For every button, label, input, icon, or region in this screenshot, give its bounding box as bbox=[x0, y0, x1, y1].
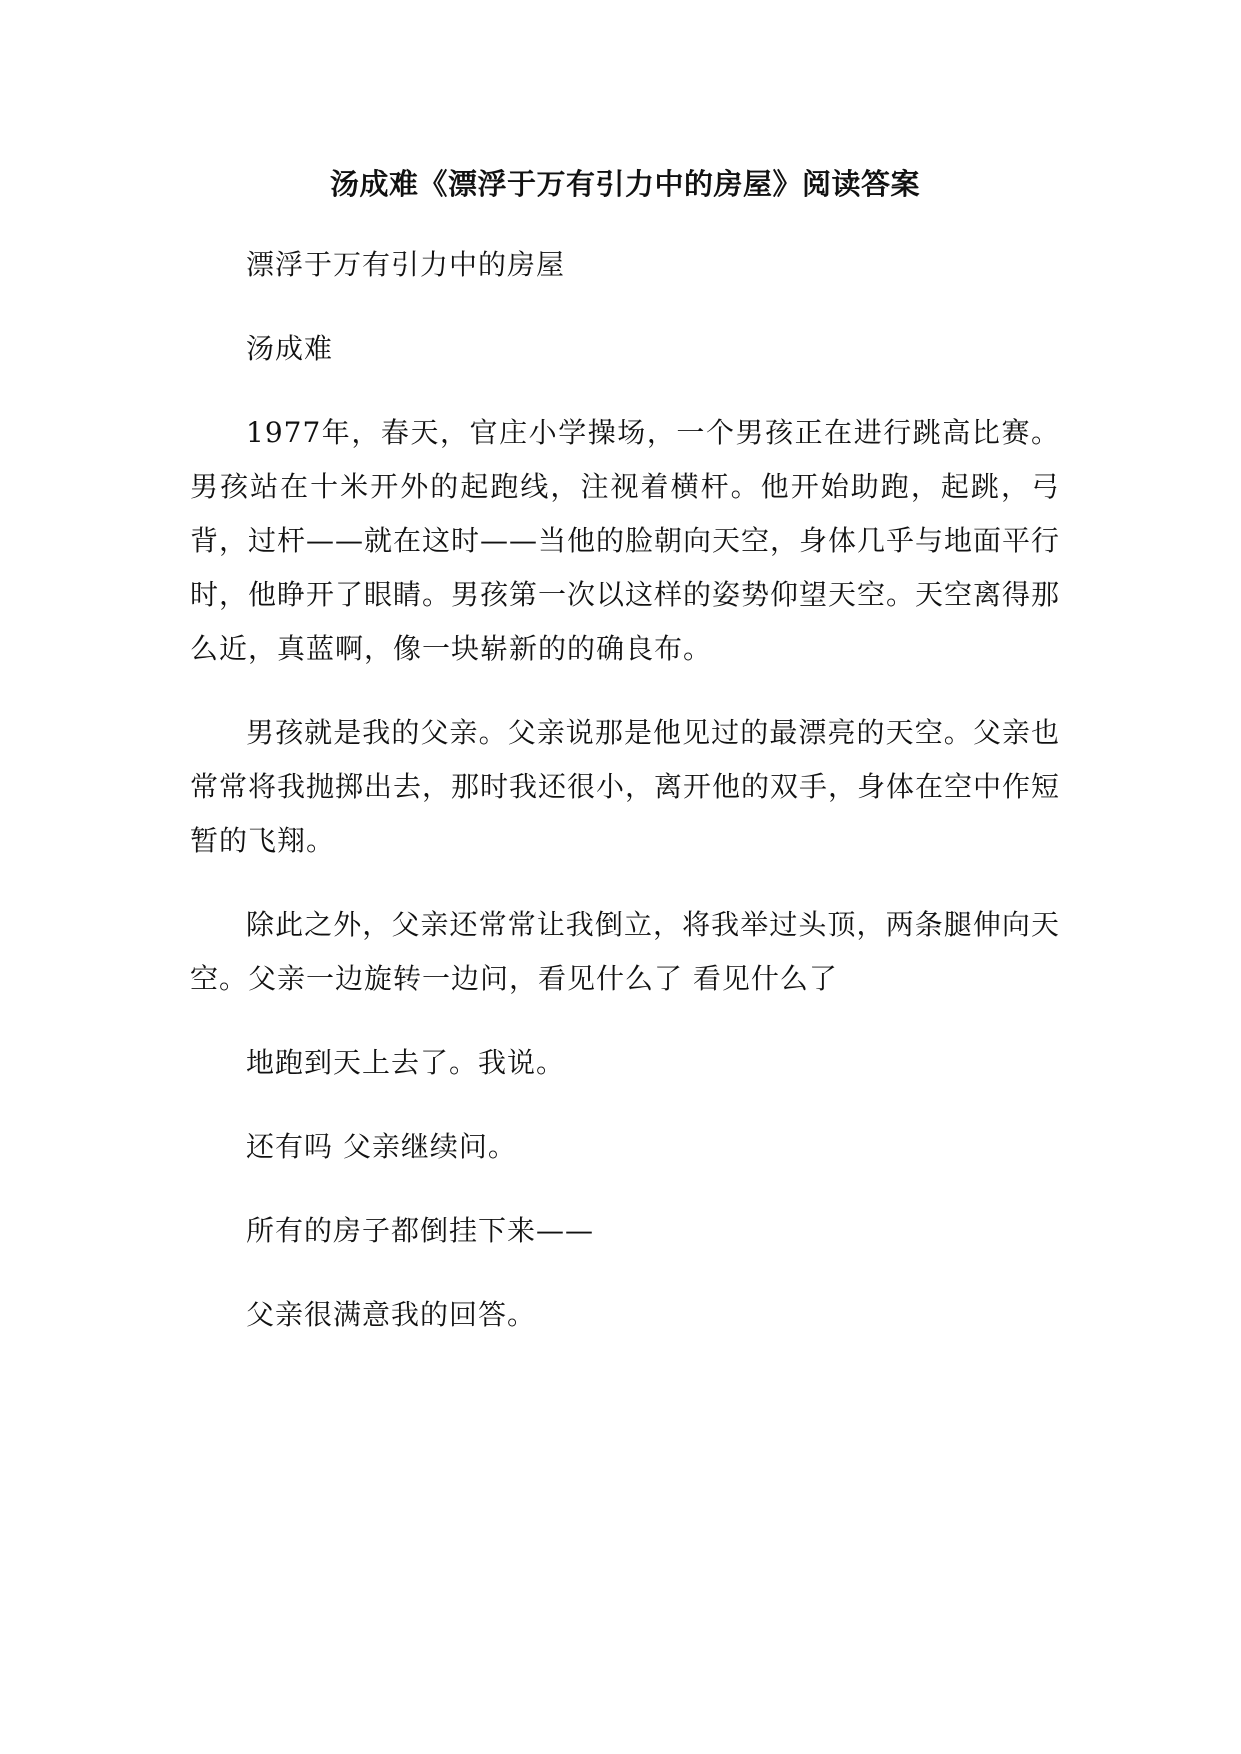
paragraph-6: 所有的房子都倒挂下来—— bbox=[246, 1214, 595, 1247]
document-content bbox=[190, 158, 1060, 1372]
paragraph-story-title: 漂浮于万有引力中的房屋 bbox=[246, 248, 566, 281]
paragraph-4: 地跑到天上去了。我说。 bbox=[246, 1046, 566, 1079]
paragraph-1: 1977年，春天，官庄小学操场，一个男孩正在进行跳高比赛。男孩站在十米开外的起跑线，注视着横杆。他开始助跑，起跳，弓背，过杆——就在这时——当他的脸朝向天空，身体几乎与地面平行时，他睁开了眼睛。男孩第一次以这样的姿势仰望天空。天空离得那么近，真蓝啊，像一块崭新的的确良布。 bbox=[190, 416, 1061, 665]
paragraph-7: 父亲很满意我的回答。 bbox=[246, 1298, 537, 1331]
paragraph-3: 除此之外，父亲还常常让我倒立，将我举过头顶，两条腿伸向天空。父亲一边旋转一边问，看见什么了 看见什么了 bbox=[190, 908, 1060, 995]
paragraph-2: 男孩就是我的父亲。父亲说那是他见过的最漂亮的天空。父亲也常常将我抛掷出去，那时我还很小，离开他的双手，身体在空中作短暂的飞翔。 bbox=[190, 716, 1061, 857]
document-title: 汤成难《漂浮于万有引力中的房屋》阅读答案 bbox=[329, 167, 920, 201]
paragraph-author: 汤成难 bbox=[246, 332, 334, 365]
paragraph-5: 还有吗 父亲继续问。 bbox=[246, 1130, 517, 1163]
